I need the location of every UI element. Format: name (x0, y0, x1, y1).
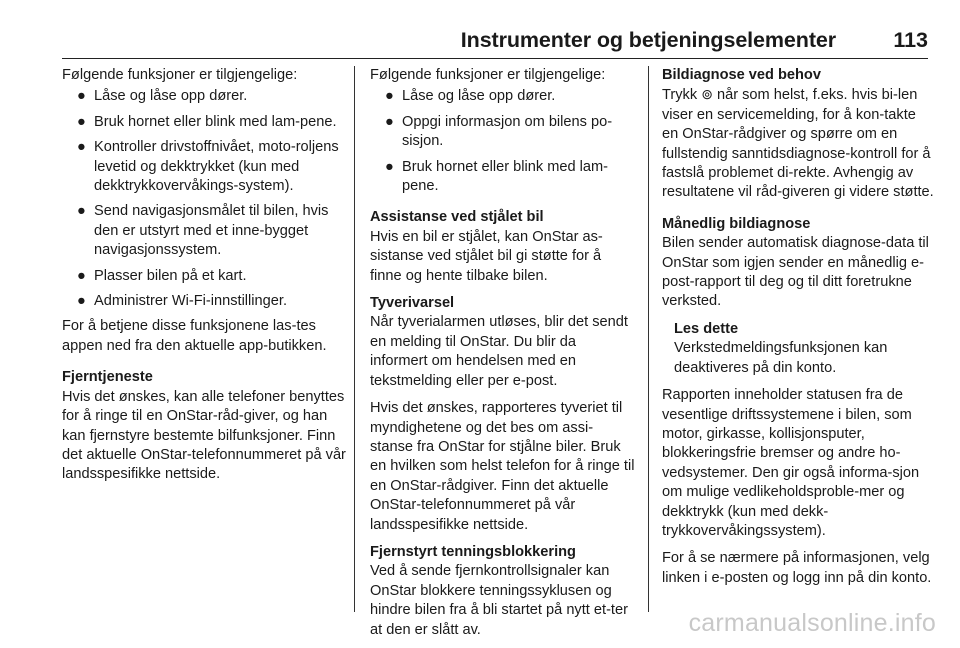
note-text: Verkstedmeldingsfunksjonen kan deaktiveres på din konto. (674, 340, 888, 376)
bullet-icon: ● (77, 267, 86, 284)
column-2 (370, 66, 636, 648)
stolen-vehicle-heading: Assistanse ved stjålet bil (370, 209, 544, 226)
remote-service-text: Hvis det ønskes, kan alle telefoner benyttes for å ringe til en OnStar-råd-giver, og han kan fjernstyre bestemte bilfunksjoner. Finn det aktuelle OnStar-telefonnummeret på vår landsspesifikke nettside. (62, 388, 346, 483)
header-rule (62, 58, 928, 59)
report-text: Rapporten inneholder statusen fra de vesentlige driftssystemene i bilen, som motor, girkasse, kollisjonsputer, blokkeringsfrie bremser og andre ho-vedsystemer. Den gir også informa-sjon om mulige vedlikeholdsproble-mer og dekktrykk (kun med dekk-trykkovervåkingssystem). (662, 387, 920, 539)
monthly-diagnostics-text: Bilen sender automatisk diagnose-data til OnStar som igjen sender en månedlig e-post-rapport til deg og til ditt foretrukne verksted. (662, 235, 929, 310)
bullet-icon: ● (77, 293, 86, 310)
column-3 (662, 66, 934, 596)
page-header (62, 26, 928, 56)
note-heading: Les dette (674, 320, 739, 337)
bullet-icon: ● (77, 113, 86, 130)
list-item: ● Bruk hornet eller blink med lam-pene. (385, 158, 609, 195)
col2-intro: Følgende funksjoner er tilgjengelige: (370, 67, 606, 83)
bullet-icon: ● (77, 203, 86, 220)
col1-bullet-list (62, 87, 347, 311)
page-title: Instrumenter og betjeningselementer (460, 28, 836, 52)
list-item: ● Administrer Wi-Fi-innstillinger. (62, 292, 347, 311)
list-item: ● Kontroller drivstoffnivået, moto-roljens levetid og dekktrykket (kun med dekktrykkovervåkings-system). (77, 139, 339, 195)
bullet-icon: ● (77, 139, 86, 156)
page-number: 113 (893, 28, 928, 52)
on-demand-diagnostics-heading: Bildiagnose ved behov (662, 67, 821, 83)
watermark: carmanualsonline.info (688, 609, 936, 637)
list-item: ● Send navigasjonsmålet til bilen, hvis den er utstyrt med et inne-bygget navigasjonssystem. (77, 203, 329, 259)
on-demand-diagnostics-text: Trykk ⊚ når som helst, f.eks. hvis bi-len viser en servicemelding, for å kon-takte en OnStar-rådgiver og spørre om en fullstendig sanntidsdiagnose-kontroll for å fastslå problemet di-rekte. Avhengig av resultatene vil råd-giveren gi videre støtte. (662, 86, 934, 201)
list-item: ● Oppgi informasjon om bilens po-sisjon. (385, 113, 613, 150)
list-item: ● Låse og låse opp dører. (370, 87, 636, 106)
more-info-text: For å se nærmere på informasjonen, velg linken i e-posten og logg inn på din konto. (662, 550, 932, 586)
remote-service-heading: Fjerntjeneste (62, 369, 153, 386)
column-1 (62, 66, 347, 493)
stolen-vehicle-text: Hvis en bil er stjålet, kan OnStar as-sistanse ved stjålet bil gi støtte for å finne og hente tilbake bilen. (370, 228, 603, 284)
remote-immobilizer-heading: Fjernstyrt tenningsblokkering (370, 543, 576, 560)
note-box (662, 320, 934, 378)
col1-intro: Følgende funksjoner er tilgjengelige: (62, 67, 298, 83)
list-item: ● Låse og låse opp dører. (62, 87, 347, 106)
bullet-icon: ● (385, 88, 394, 105)
list-item: ● Plasser bilen på et kart. (62, 267, 347, 286)
theft-alarm-heading: Tyverivarsel (370, 295, 455, 312)
bullet-icon: ● (385, 113, 394, 130)
col1-app-text: For å betjene disse funksjonene las-tes appen ned fra den aktuelle app-butikken. (62, 318, 327, 354)
bullet-icon: ● (385, 158, 394, 175)
theft-alarm-text-2: Hvis det ønskes, rapporteres tyveriet til myndighetene og det bes om assi-stanse fra OnStar for stjålne biler. Bruk en hvilken som helst telefon for å ringe til en OnStar-rådgiver. Finn det aktuelle OnStar-telefonnummeret på vår landsspesifikke nettside. (370, 400, 635, 533)
remote-immobilizer-text: Ved å sende fjernkontrollsignaler kan OnStar blokkere tenningssyklusen og hindre bilen fra å bli startet på nytt et-ter at den er slått av. (370, 563, 628, 638)
monthly-diagnostics-heading: Månedlig bildiagnose (662, 215, 811, 232)
bullet-icon: ● (77, 88, 86, 105)
col2-bullet-list (370, 87, 636, 196)
column-divider-1 (354, 66, 355, 612)
column-divider-2 (648, 66, 649, 612)
theft-alarm-text: Når tyverialarmen utløses, blir det sendt en melding til OnStar. Du blir da informert om hendelsen med en tekstmelding eller per e-post. (370, 314, 628, 389)
list-item: ● Bruk hornet eller blink med lam-pene. (62, 113, 347, 132)
onstar-button-icon: ⊚ (701, 86, 713, 103)
